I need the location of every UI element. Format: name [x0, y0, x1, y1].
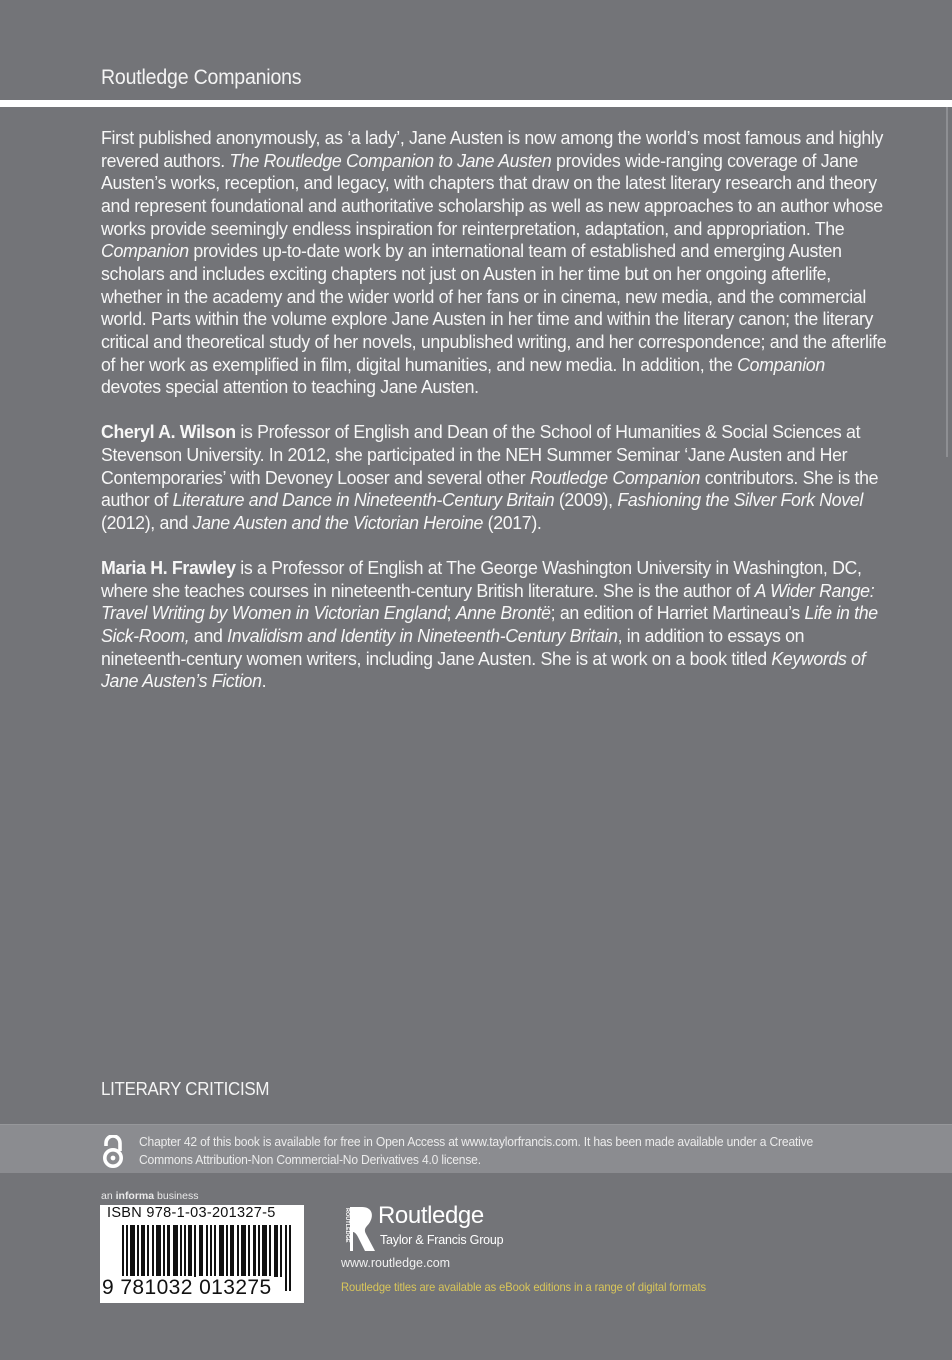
editor-bio-frawley: Maria H. Frawley is a Professor of English at The George Washington University in Washington, DC, where she teaches courses in nineteenth-century British literature. She is the author of A Wider Range: Travel Writing by Women in Victorian England; Anne Brontë; an edition of Harriet Martineau’s Life in the Sick-Room, and Invalidism and Identity in Nineteenth-Century Britain, in addition to essays on nineteenth-century women writers, including Jane Austen. She is at work on a book titled Keywords of Jane Austen’s Fiction.	[101, 557, 878, 692]
publisher-website-link[interactable]: www.routledge.com	[341, 1256, 451, 1270]
routledge-wordmark: Routledge	[378, 1202, 484, 1229]
header-divider	[0, 100, 952, 107]
series-title: Routledge Companions	[101, 66, 302, 89]
routledge-r-logo-icon	[340, 1206, 376, 1252]
ebook-availability-note: Routledge titles are available as eBook editions in a range of digital formats	[341, 1280, 706, 1294]
svg-text:ROUTLEDGE: ROUTLEDGE	[344, 1208, 350, 1243]
back-cover-blurb	[101, 127, 891, 693]
open-access-notice: Chapter 42 of this book is available for free in Open Access at www.taylorfrancis.com. It has been made available under a Creative Commons Attribution-Non Commercial-No Derivatives 4.0 license.	[139, 1134, 814, 1167]
barcode-digits: 9 781032 013275	[102, 1276, 272, 1299]
spine-edge-line	[946, 107, 948, 457]
open-access-lock-icon	[101, 1135, 125, 1169]
book-description: First published anonymously, as ‘a lady’, Jane Austen is now among the world’s most famous and highly revered authors. The Routledge Companion to Jane Austen provides wide-ranging coverage of Jane Austen’s works, reception, and legacy, with chapters that draw on the latest literary research and theory and represent foundational and authoritative scholarship as well as new approaches to an author whose works provide seemingly endless inspiration for reinterpretation, adaptation, and appropriation. The Companion provides up-to-date work by an international team of established and emerging Austen scholars and includes exciting chapters not just on Austen in her time but on her ongoing afterlife, whether in the academy and the wider world of her fans or in cinema, new media, and the commercial world. Parts within the volume explore Jane Austen in her time and within the literary canon; the literary critical and theoretical study of her novels, unpublished writing, and her correspondence; and the afterlife of her work as exemplified in film, digital humanities, and new media. In addition, the Companion devotes special attention to teaching Jane Austen.	[101, 127, 887, 398]
isbn-label: ISBN 978-1-03-201327-5	[107, 1205, 276, 1221]
editor-bio-wilson: Cheryl A. Wilson is Professor of English and Dean of the School of Humanities & Social Sciences at Stevenson University. In 2012, she participated in the NEH Summer Seminar ‘Jane Austen and Her Contemporaries’ with Devoney Looser and several other Routledge Companion contributors. She is the author of Literature and Dance in Nineteenth-Century Britain (2009), Fashioning the Silver Fork Novel (2012), and Jane Austen and the Victorian Heroine (2017).	[101, 421, 879, 533]
subject-category: LITERARY CRITICISM	[101, 1079, 270, 1099]
isbn-barcode	[100, 1205, 304, 1303]
informa-business-label: an informa business	[101, 1190, 199, 1202]
informa-brand: informa	[115, 1190, 155, 1202]
taylor-francis-group: Taylor & Francis Group	[380, 1233, 504, 1247]
